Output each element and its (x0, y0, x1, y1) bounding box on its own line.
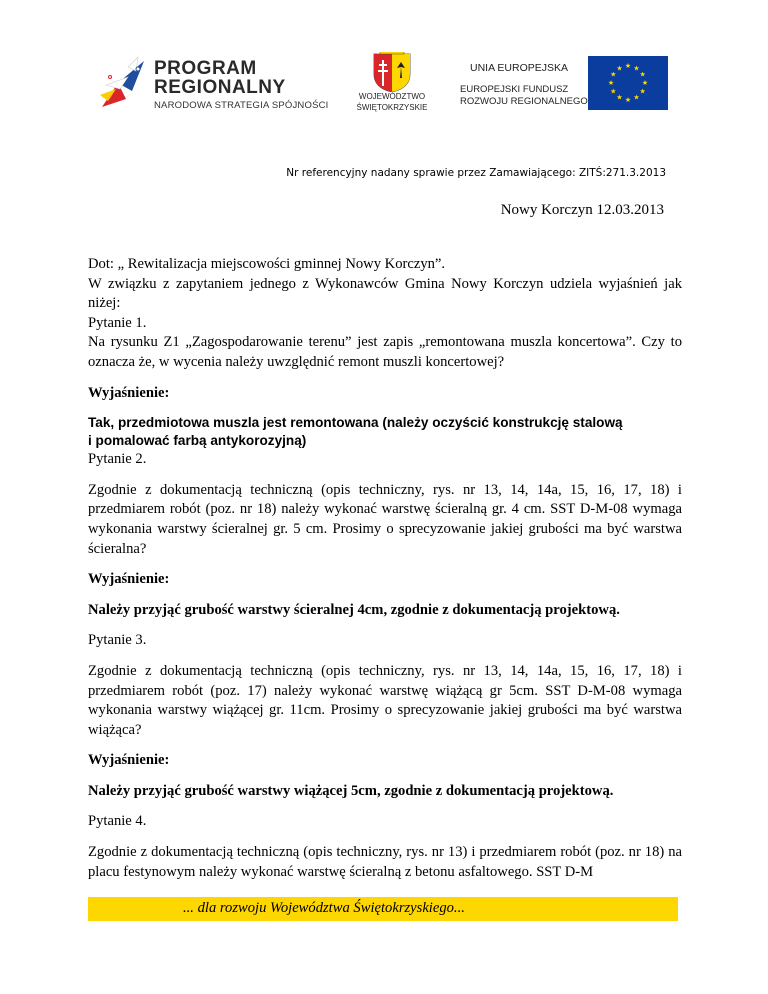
reference-number: Nr referencyjny nadany sprawie przez Zamawiającego: ZITŚ:271.3.2013 (286, 167, 666, 179)
coat-of-arms-icon (352, 52, 432, 92)
intro-paragraph: W związku z zapytaniem jednego z Wykonawców Gmina Nowy Korczyn udziela wyjaśnień jak niżej: (88, 275, 682, 312)
answer-1-line1: Tak, przedmiotowa muszla jest remontowana (należy oczyścić konstrukcję stalową (88, 415, 623, 431)
wojewodztwo-logo (352, 52, 432, 122)
subject-line: Dot: „ Rewitalizacja miejscowości gminnej Nowy Korczyn”. (88, 256, 446, 272)
footer-banner (88, 897, 678, 921)
question-3-label: Pytanie 3. (88, 632, 147, 649)
document-body (88, 255, 682, 882)
question-2-label: Pytanie 2. (88, 451, 147, 468)
svg-text:★: ★ (641, 79, 649, 87)
svg-text:★: ★ (624, 62, 632, 70)
program-regionalny-emblem-icon (98, 55, 154, 115)
program-regionalny-logo (98, 55, 338, 115)
ue-fund-line2: ROZWOJU REGIONALNEGO (460, 96, 588, 107)
wojewodztwo-label-line1: WOJEWÓDZTWO (358, 92, 426, 101)
wojewodztwo-label-line2: ŚWIĘTOKRZYSKIE (356, 103, 428, 112)
question-1-label: Pytanie 1. (88, 314, 147, 331)
question-3-text: Zgodnie z dokumentacją techniczną (opis techniczny, rys. nr 13, 14, 14a, 15, 16, 17, 18) i przedmiarem robót (poz. 17) należy wykonać warstwę wiążącą gr 5cm. SST D-M-08 wymaga wykonania warstwy wiążącej gr. 11cm. Prosimy o sprecyzowanie jakiej grubości ma być warstwa wiążąca? (88, 662, 682, 738)
svg-text:★: ★ (610, 70, 617, 79)
ue-title: UNIA EUROPEJSKA (470, 62, 569, 74)
answer-1-label: Wyjaśnienie: (88, 384, 170, 401)
svg-text:★: ★ (610, 87, 617, 96)
answer-3-label: Wyjaśnienie: (88, 752, 170, 769)
svg-text:★: ★ (633, 64, 640, 73)
svg-text:★: ★ (639, 87, 646, 96)
eu-flag-icon (588, 56, 668, 110)
question-4-label: Pytanie 4. (88, 813, 147, 830)
question-1-text: Na rysunku Z1 „Zagospodarowanie terenu” jest zapis „remontowana muszla koncertowa”. Czy to oznacza że, w wycenia należy uwzględnić remont muszli koncertowej? (88, 334, 682, 370)
footer-slogan: ... dla rozwoju Województwa Świętokrzyskiego... (183, 900, 465, 916)
svg-text:★: ★ (616, 93, 623, 102)
program-title-line1: PROGRAM (154, 58, 257, 79)
answer-2-text: Należy przyjąć grubość warstwy ścieralnej 4cm, zgodnie z dokumentacją projektową. (88, 601, 620, 618)
svg-text:★: ★ (616, 64, 623, 73)
svg-text:★: ★ (633, 93, 640, 102)
program-title-line2: REGIONALNY (154, 77, 286, 98)
svg-text:★: ★ (639, 70, 646, 79)
question-2-text: Zgodnie z dokumentacją techniczną (opis techniczny, rys. nr 13, 14, 14a, 15, 16, 17, 18) i przedmiarem robót (poz. nr 18) należy wykonać warstwę ścieralną gr. 4 cm. SST D-M-08 wymaga wykonania warstwy ścieralnej gr. 5 cm. Prosimy o sprecyzowanie jakiej grubości ma być warstwa ścieralna? (88, 481, 682, 557)
ue-fund-line1: EUROPEJSKI FUNDUSZ (460, 84, 569, 95)
answer-1-line2: i pomalować farbą antykorozyjną) (88, 433, 307, 449)
question-4-text: Zgodnie z dokumentacją techniczną (opis techniczny, rys. nr 13) i przedmiarem robót (poz. nr 18) na placu festynowym należy wykonać warstwę ścieralną z betonu asfaltowego. SST D-M (88, 844, 682, 880)
program-subtitle: NARODOWA STRATEGIA SPÓJNOŚCI (154, 100, 329, 111)
svg-text:★: ★ (607, 79, 615, 87)
answer-2-label: Wyjaśnienie: (88, 571, 170, 588)
svg-text:★: ★ (624, 96, 632, 104)
answer-3-text: Należy przyjąć grubość warstwy wiążącej 5cm, zgodnie z dokumentacją projektową. (88, 782, 614, 799)
document-date: Nowy Korczyn 12.03.2013 (500, 202, 664, 218)
